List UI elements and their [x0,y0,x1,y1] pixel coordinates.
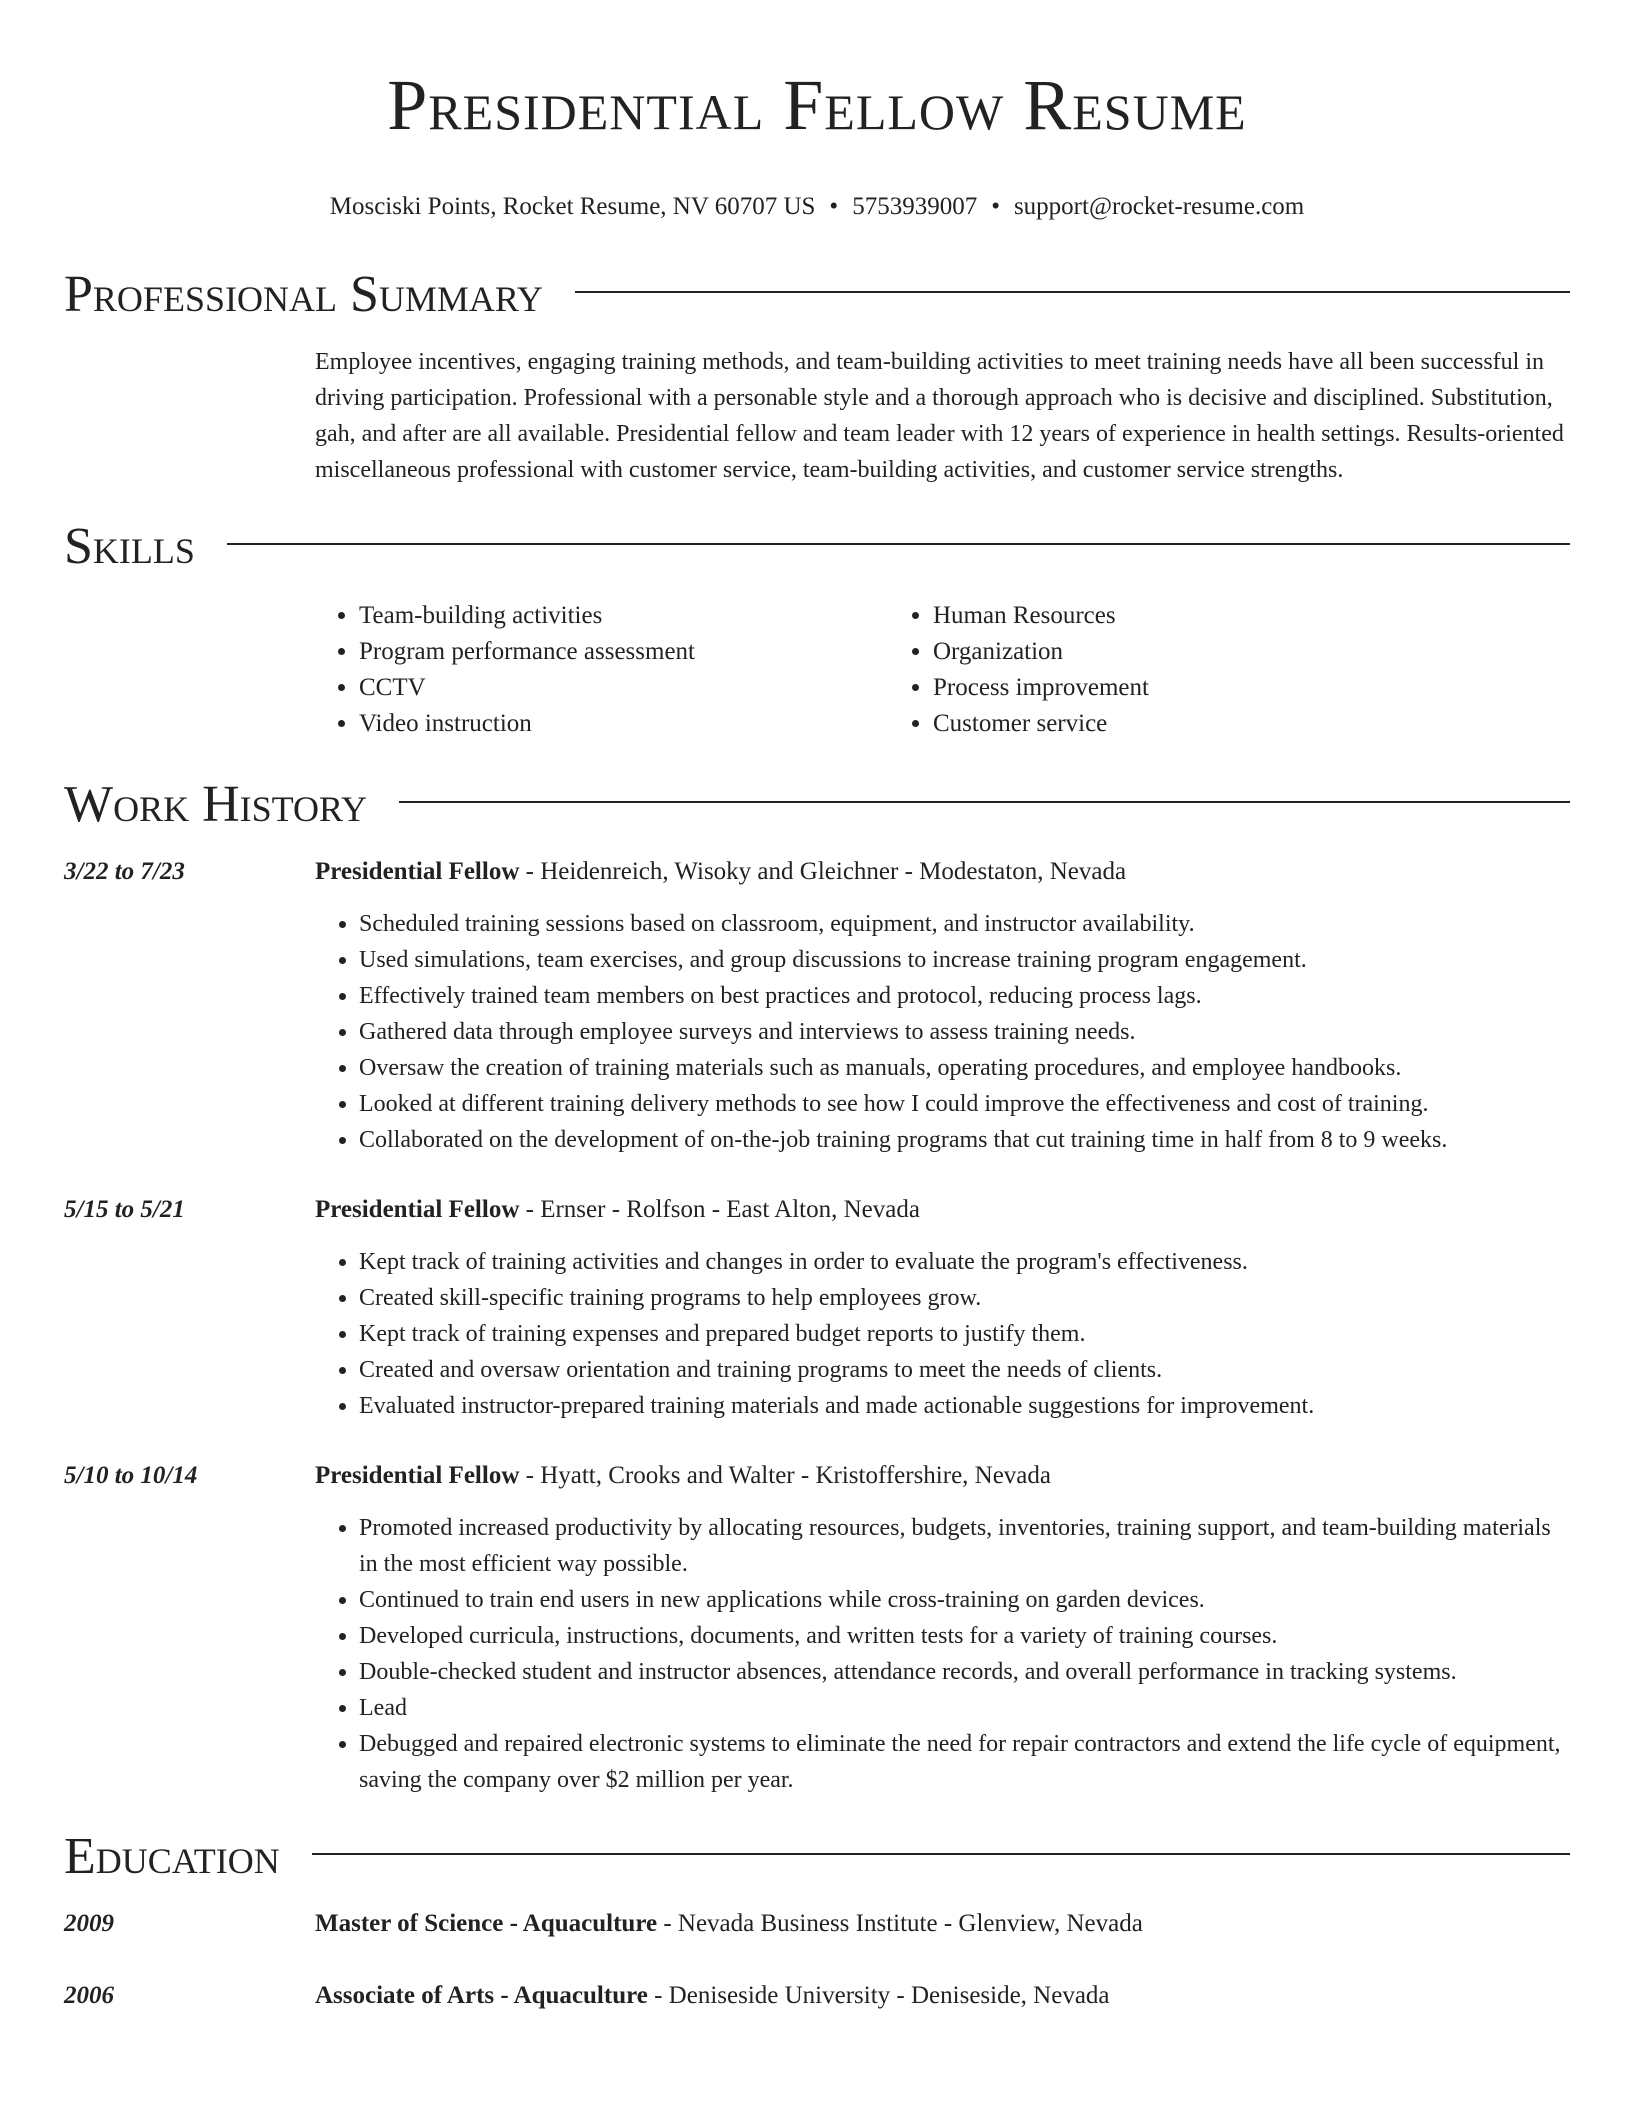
skill-item: • Video instruction [359,706,889,742]
job-entry [64,854,1570,1158]
job-title: Presidential Fellow [315,1196,520,1223]
work-section-header [64,770,1570,840]
job-body [315,854,1570,1158]
job-bullet: • Created and oversaw orientation and training programs to meet the needs of clients. [359,1352,1570,1388]
job-bullet: • Scheduled training sessions based on classroom, equipment, and instructor availability. [359,906,1570,942]
job-employer: - Heidenreich, Wisoky and Gleichner - Modestaton, Nevada [519,858,1127,885]
job-title-line [315,854,1570,890]
skills-heading: Skills [64,518,195,575]
job-bullets [315,1510,1570,1798]
job-bullets [315,1244,1570,1424]
contact-line [64,192,1570,222]
job-bullets [315,906,1570,1158]
section-divider [575,291,1570,293]
job-body [315,1458,1570,1798]
education-school: - Deniseside University - Deniseside, Nevada [647,1982,1110,2009]
skill-item: • Team-building activities [359,598,889,634]
skill-item: • Human Resources [933,598,1463,634]
contact-address: Mosciski Points, Rocket Resume, NV 60707 US [329,193,816,220]
education-body [315,1978,1110,2014]
section-divider [227,543,1570,545]
section-divider [399,801,1570,803]
job-bullet: • Gathered data through employee surveys and interviews to assess training needs. [359,1014,1570,1050]
job-bullet: • Kept track of training expenses and prepared budget reports to justify them. [359,1316,1570,1352]
job-title: Presidential Fellow [315,858,520,885]
job-bullet: • Lead [359,1690,1570,1726]
education-degree: Associate of Arts - Aquaculture [315,1982,648,2009]
job-entry [64,1192,1570,1424]
job-bullet: • Double-checked student and instructor absences, attendance records, and overall performance in tracking systems. [359,1654,1570,1690]
job-bullet: • Used simulations, team exercises, and group discussions to increase training program engagement. [359,942,1570,978]
contact-phone: 5753939007 [852,193,978,220]
job-title-line [315,1192,1570,1228]
education-heading: Education [64,1828,280,1885]
education-degree: Master of Science - Aquaculture [315,1910,658,1937]
skill-item: • Program performance assessment [359,634,889,670]
job-bullet: • Promoted increased productivity by allocating resources, budgets, inventories, training support, and team-building materials in the most efficient way possible. [359,1510,1570,1582]
contact-separator: • [829,193,839,220]
education-year: 2006 [64,1982,114,2009]
education-school: - Nevada Business Institute - Glenview, Nevada [657,1910,1143,1937]
summary-section-header [64,260,1570,330]
skill-item: • Process improvement [933,670,1463,706]
job-title-line [315,1458,1570,1494]
job-bullet: • Looked at different training delivery methods to see how I could improve the effectiveness and cost of training. [359,1086,1570,1122]
job-bullet: • Continued to train end users in new applications while cross-training on garden devices. [359,1582,1570,1618]
resume-title: Presidential Fellow Resume [387,65,1247,145]
job-bullet: • Created skill-specific training programs to help employees grow. [359,1280,1570,1316]
job-body [315,1192,1570,1424]
job-bullet: • Effectively trained team members on best practices and protocol, reducing process lags. [359,978,1570,1014]
job-title: Presidential Fellow [315,1462,520,1489]
skill-item: • Customer service [933,706,1463,742]
contact-separator: • [991,193,1000,220]
job-bullet: • Evaluated instructor-prepared training materials and made actionable suggestions for improvement. [359,1388,1570,1424]
work-heading: Work History [64,776,368,833]
skill-item: • CCTV [359,670,889,706]
section-divider [312,1853,1570,1855]
summary-heading: Professional Summary [64,266,543,323]
job-bullet: • Debugged and repaired electronic systems to eliminate the need for repair contractors and extend the life cycle of equipment, saving the company over $2 million per year. [359,1726,1570,1798]
job-employer: - Hyatt, Crooks and Walter - Kristoffershire, Nevada [519,1462,1052,1489]
job-bullet: • Oversaw the creation of training materials such as manuals, operating procedures, and employee handbooks. [359,1050,1570,1086]
job-dates: 5/15 to 5/21 [64,1196,185,1223]
education-body [315,1906,1143,1942]
skills-column-left [315,598,889,742]
job-bullet: • Collaborated on the development of on-the-job training programs that cut training time in half from 8 to 9 weeks. [359,1122,1570,1158]
education-section-header [64,1822,1570,1892]
skills-column-right [889,598,1463,742]
education-entry [64,1978,1570,2014]
job-dates: 3/22 to 7/23 [64,858,185,885]
job-dates: 5/10 to 10/14 [64,1462,198,1489]
skill-item: • Organization [933,634,1463,670]
skills-list [315,598,1570,742]
skills-section-header [64,512,1570,582]
job-employer: - Ernser - Rolfson - East Alton, Nevada [519,1196,920,1223]
job-bullet: • Developed curricula, instructions, documents, and written tests for a variety of training courses. [359,1618,1570,1654]
education-entry [64,1906,1570,1942]
education-year: 2009 [64,1910,114,1937]
contact-email: support@rocket-resume.com [1013,193,1305,220]
summary-text: Employee incentives, engaging training methods, and team-building activities to meet training needs have all been successful in driving participation. Professional with a personable style and a thorough approach who is decisive and disciplined. Substitution, gah, and after are all available. Presidential fellow and team leader with 12 years of experience in health settings. Results-oriented miscellaneous professional with customer service, team-building activities, and customer service strengths. [315,349,1564,483]
job-entry [64,1458,1570,1798]
job-bullet: • Kept track of training activities and changes in order to evaluate the program's effectiveness. [359,1244,1570,1280]
